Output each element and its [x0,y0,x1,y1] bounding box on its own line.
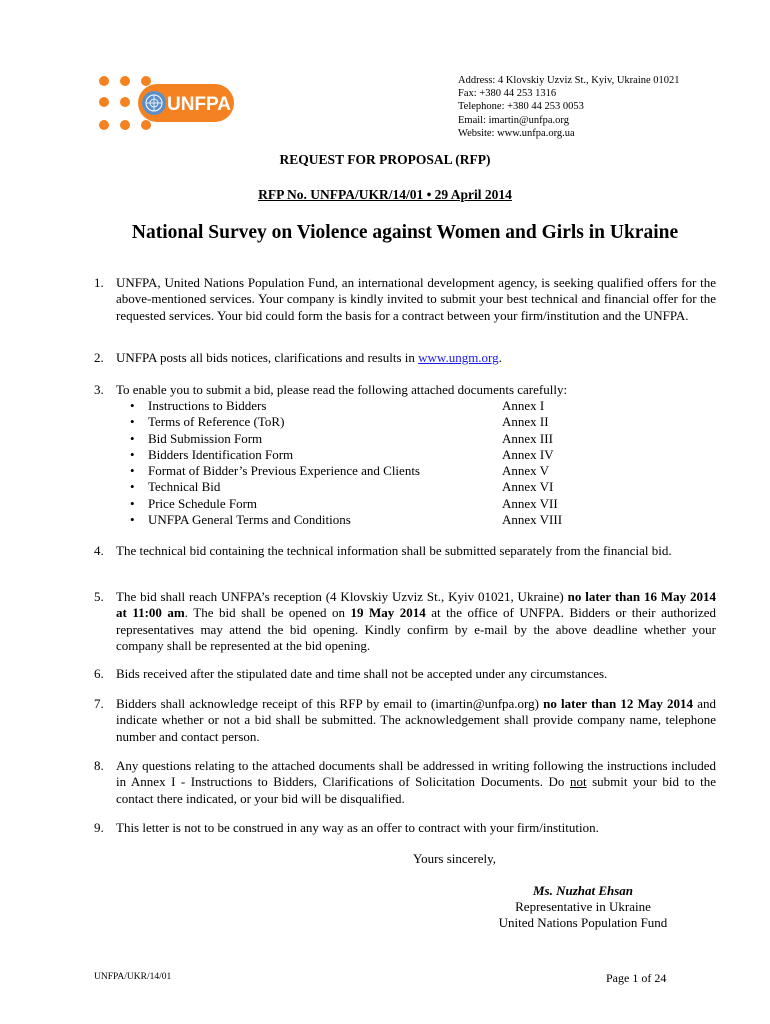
bullet-icon: • [130,430,135,446]
annex-label: Annex II [502,414,549,430]
annex-document: Price Schedule Form [148,495,258,511]
deadline-text: no later than 16 May 2014 at 11:00 am [116,589,716,621]
signatory-organization: United Nations Population Fund [498,915,668,930]
bullet-icon: • [130,479,135,495]
item-number: 3. [94,382,104,397]
document-title: National Survey on Violence against Women and Girls in Ukraine [131,222,679,243]
annex-list [130,398,590,528]
annex-document: Terms of Reference (ToR) [148,414,285,430]
annex-row [130,496,590,512]
list-item-3 [94,382,716,398]
annex-label: Annex I [502,398,545,413]
bullet-icon: • [130,446,135,462]
unfpa-logo-graphic [94,74,234,136]
list-item-1 [94,275,716,324]
address-line: Address: 4 Klovskiy Uzviz St., Kyiv, Ukraine 01021 [458,75,680,86]
item-text: To enable you to submit a bid, please read the following attached documents carefully: [116,382,568,397]
item-text: UNFPA, United Nations Population Fund, an international development agency, is seeking qualified offers for the above-mentioned services. Your company is kindly invited to submit your best technical and financial offer for the requested services. Your bid could form the basis for a contract between your firm/institution and the UNFPA. [116,275,716,323]
item-number: 6. [94,666,104,681]
item-text-part: at the office of UNFPA. Bidders or their authorized representatives may attend the bid opening. Kindly confirm by e-mail by the above deadline whether your company shall be represented at the bid opening. [116,605,716,653]
fax-line: Fax: +380 44 253 1316 [458,88,557,100]
ungm-link[interactable]: www.ungm.org [418,350,499,365]
list-item-5 [94,589,716,654]
item-text [116,696,716,745]
annex-row [130,479,590,495]
annex-row [130,463,590,479]
telephone-line: Telephone: +380 44 253 0053 [458,101,584,113]
item-number: 9. [94,820,104,835]
annex-document: Bidders Identification Form [148,446,294,462]
item-text-part: The bid shall reach UNFPA’s reception (4 Klovskiy Uzviz St., Kyiv 01021, Ukraine) [116,589,568,604]
rfp-number: RFP No. UNFPA/UKR/14/01 • 29 April 2014 [258,187,512,202]
annex-label: Annex IV [502,446,554,462]
closing-salutation: Yours sincerely, [413,851,497,866]
annex-label: Annex VI [502,479,554,495]
rfp-heading: REQUEST FOR PROPOSAL (RFP) [279,152,491,167]
item-text-part: . [498,350,502,365]
annex-label: Annex III [502,430,553,446]
item-text-part: . The bid shall be opened on [184,605,351,621]
item-number: 8. [94,758,104,773]
annex-document: Format of Bidder’s Previous Experience and Clients [148,463,420,479]
website-line: Website: www.unfpa.org.ua [458,127,575,139]
opening-date: 19 May 2014 [350,605,426,621]
annex-document: Technical Bid [148,479,221,495]
item-number: 2. [94,350,104,365]
item-text-part: and indicate whether or not a bid shall be submitted. The acknowledgement shall provide company name, telephone number and contact person. [116,696,716,744]
acknowledgement-deadline: no later than 12 May 2014 [543,696,694,711]
list-item-8 [94,758,716,807]
annex-row [130,398,590,414]
item-number: 7. [94,696,104,711]
bullet-icon: • [130,495,135,511]
logo-wordmark: UNFPA [167,94,232,115]
item-text: This letter is not to be construed in any way as an offer to contract with your firm/institution. [116,820,599,835]
annex-label: Annex VIII [502,512,563,528]
item-text-part: Any questions relating to the attached documents shall be addressed in writing following the instructions included in Annex I - Instructions to Bidders, Clarifications of Solicitation Documents. Do [116,758,716,790]
email-line: Email: imartin@unfpa.org [458,114,569,126]
item-text [116,758,716,807]
item-text-part: Bidders shall acknowledge receipt of this RFP by email to (imartin@unfpa.org) [116,696,544,711]
list-item-4 [94,543,716,559]
bullet-icon: • [130,463,135,479]
annex-document: UNFPA General Terms and Conditions [148,512,351,528]
item-text-part: submit your bid to the contact there indicated, or your bid will be disqualified. [116,774,716,806]
footer-reference: UNFPA/UKR/14/01 [94,972,172,982]
bullet-icon: • [130,512,135,528]
annex-label: Annex V [502,463,550,479]
annex-row [130,414,590,430]
emphasis-not: not [569,774,587,790]
item-text [116,589,716,654]
contact-block [458,74,680,140]
un-emblem-icon [142,91,166,115]
bullet-icon: • [130,414,135,430]
annex-row [130,447,590,463]
bullet-icon: • [130,398,135,413]
item-number: 4. [94,543,104,558]
signatory-name: Ms. Nuzhat Ehsan [532,883,634,898]
page-number: Page 1 of 24 [606,971,667,985]
annex-document: Instructions to Bidders [148,398,267,413]
item-number: 5. [94,589,104,604]
list-item-7 [94,696,716,745]
item-text: The technical bid containing the technical information shall be submitted separately from the financial bid. [116,543,672,558]
unfpa-logo [94,74,234,136]
list-item-9 [94,820,716,836]
annex-row [130,512,590,528]
annex-label: Annex VII [502,495,558,511]
item-text: Bids received after the stipulated date and time shall not be accepted under any circumstances. [116,666,608,681]
item-text-part: UNFPA posts all bids notices, clarifications and results in [116,350,419,365]
annex-document: Bid Submission Form [148,430,263,446]
annex-row [130,431,590,447]
signatory-role: Representative in Ukraine [515,899,651,914]
list-item-6 [94,666,716,682]
item-number: 1. [94,275,104,290]
item-text [116,350,716,366]
list-item-2 [94,350,716,366]
